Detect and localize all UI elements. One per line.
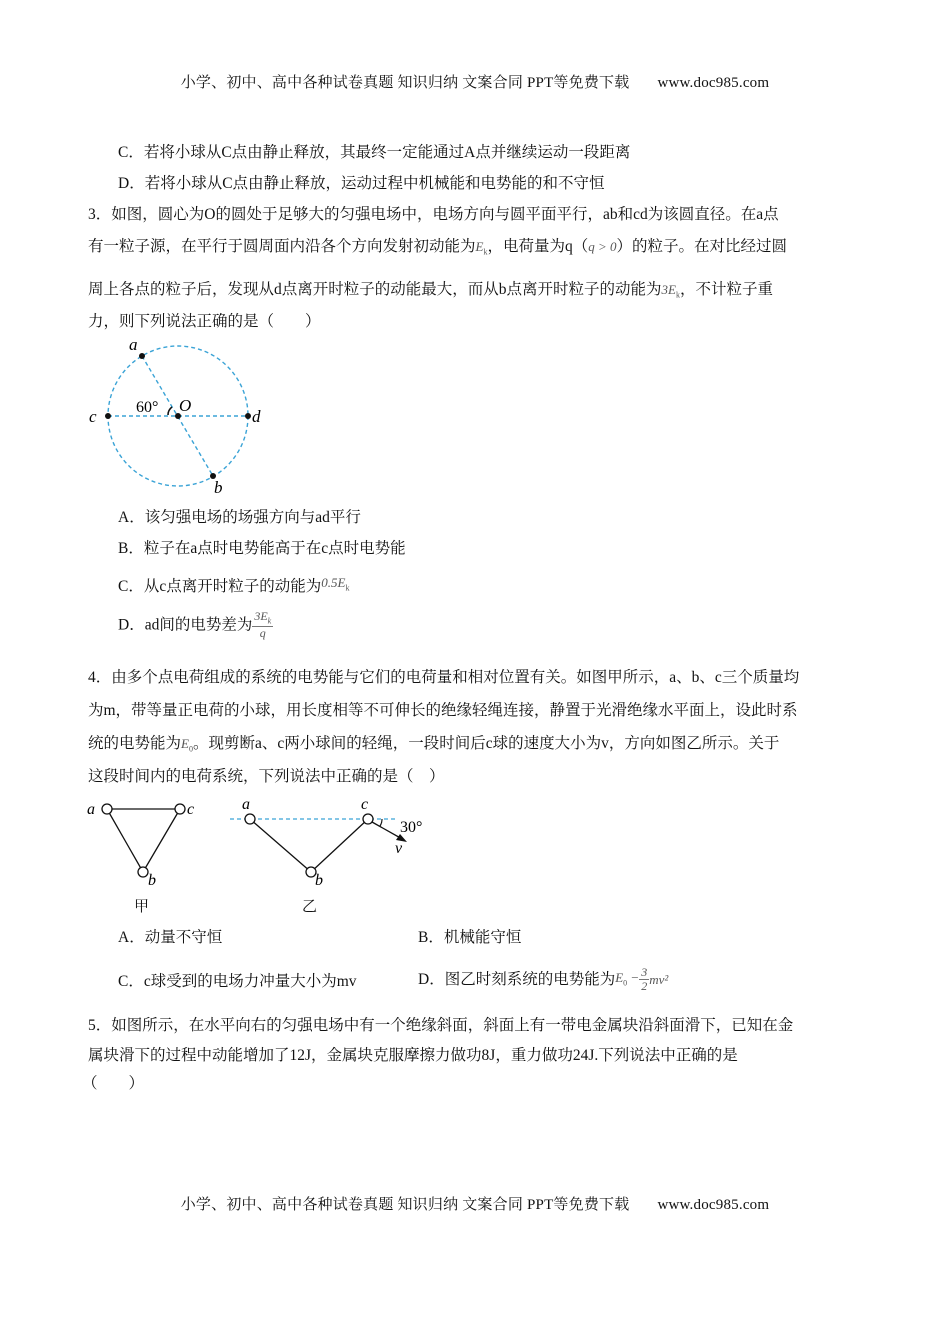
- page-header: [0, 71, 950, 92]
- svg-text:c: c: [361, 796, 369, 813]
- q4-option-b: B．机械能守恒: [418, 929, 522, 946]
- q3-text: ，不计粒子重: [679, 281, 773, 298]
- prev-option-c: C．若将小球从C点由静止释放，其最终一定能通过A点并继续运动一段距离: [118, 144, 631, 161]
- q3-line-2: [88, 239, 787, 257]
- svg-text:O: O: [179, 396, 192, 415]
- q3-option-d: D．ad间的电势差为 $\frac{3E_k}{q}$: [118, 609, 272, 641]
- svg-text:d: d: [252, 407, 261, 426]
- q3-option-b: B．粒子在a点时电势能高于在c点时电势能: [118, 540, 406, 557]
- footer-url[interactable]: www.doc985.com: [657, 1197, 770, 1213]
- math-fraction: $\frac{3}{2}$: [641, 965, 648, 994]
- q4-option-a: A．动量不守恒: [118, 929, 223, 946]
- svg-text:a: a: [242, 796, 250, 813]
- svg-text:a: a: [87, 801, 95, 818]
- q3-line-1: 3．如图，圆心为O的圆处于足够大的匀强电场中，电场方向与圆平面平行，ab和cd为该圆直径。在a点: [88, 206, 779, 223]
- q3-text: ，电荷量为q（: [487, 238, 589, 255]
- q3-line-4: 力，则下列说法正确的是（ ）: [88, 313, 321, 330]
- page-footer: [0, 1193, 950, 1214]
- q3-text: ）的粒子。在对比经过圆: [616, 238, 788, 255]
- q4-option-d: D．图乙时刻系统的电势能为$E_0$ − $\frac{3}{2}$ mv²: [418, 965, 669, 994]
- q4-option-c: C．c球受到的电场力冲量大小为mv: [118, 973, 357, 990]
- svg-text:b: b: [148, 872, 156, 889]
- figure-caption-jia: 甲: [134, 899, 150, 915]
- svg-text:30°: 30°: [400, 819, 423, 836]
- q3-text: 周上各点的粒子后，发现从d点离开时粒子的动能最大，而从b点离开时粒子的动能为: [88, 281, 662, 298]
- svg-text:60°: 60°: [136, 399, 159, 416]
- q5-line-2: 属块滑下的过程中动能增加了12J，金属块克服摩擦力做功8J，重力做功24J.下列说法中正确的是: [88, 1047, 738, 1064]
- q3-option-c: C．从c点离开时粒子的动能为$^{0.5E_k}$: [118, 575, 350, 595]
- svg-text:b: b: [315, 872, 323, 889]
- math-e0: $E_0$: [181, 736, 193, 754]
- q3-text: 有一粒子源，在平行于圆周面内沿各个方向发射初动能为: [88, 238, 476, 255]
- svg-text:c: c: [187, 801, 195, 818]
- prev-option-d: D．若将小球从C点由静止释放，运动过程中机械能和电势能的和不守恒: [118, 175, 605, 192]
- math-q-cond: q > 0: [588, 239, 617, 254]
- math-3ek: $3E_k$: [661, 282, 680, 300]
- header-url[interactable]: www.doc985.com: [657, 75, 770, 91]
- q4-line-2: 为m，带等量正电荷的小球，用长度相等不可伸长的绝缘轻绳连接，静置于光滑绝缘水平面上，设此时系: [88, 702, 798, 719]
- svg-text:b: b: [214, 478, 223, 497]
- q3-line-3: [88, 282, 773, 300]
- svg-text:v: v: [395, 840, 403, 857]
- math-05ek: 0.5Ek: [321, 575, 350, 593]
- q4-line-3: 统的电势能为$E_0$。现剪断a、c两小球间的轻绳，一段时间后c球的速度大小为v，方向如图乙所示。关于: [88, 735, 780, 754]
- svg-text:a: a: [129, 335, 138, 354]
- q5-line-1: 5．如图所示，在水平向右的匀强电场中有一个绝缘斜面，斜面上有一带电金属块沿斜面滑下，已知在金: [88, 1017, 794, 1034]
- q3-circle-diagram: [84, 335, 284, 500]
- math-fraction: $\frac{3E_k}{q}$: [254, 609, 272, 641]
- math-ek: $E_k$: [475, 239, 488, 257]
- figure-caption-yi: 乙: [302, 899, 318, 915]
- svg-text:c: c: [89, 407, 97, 426]
- footer-text: 小学、初中、高中各种试卷真题 知识归纳 文案合同 PPT等免费下载: [180, 1197, 630, 1213]
- header-text: 小学、初中、高中各种试卷真题 知识归纳 文案合同 PPT等免费下载: [180, 75, 630, 91]
- q3-option-a: A．该匀强电场的场强方向与ad平行: [118, 509, 361, 526]
- q4-line-1: 4．由多个点电荷组成的系统的电势能与它们的电荷量和相对位置有关。如图甲所示，a、b、c三个质量均: [88, 669, 800, 686]
- q4-line-4: 这段时间内的电荷系统，下列说法中正确的是（ ）: [88, 768, 445, 785]
- q5-line-3: （ ）: [82, 1075, 145, 1092]
